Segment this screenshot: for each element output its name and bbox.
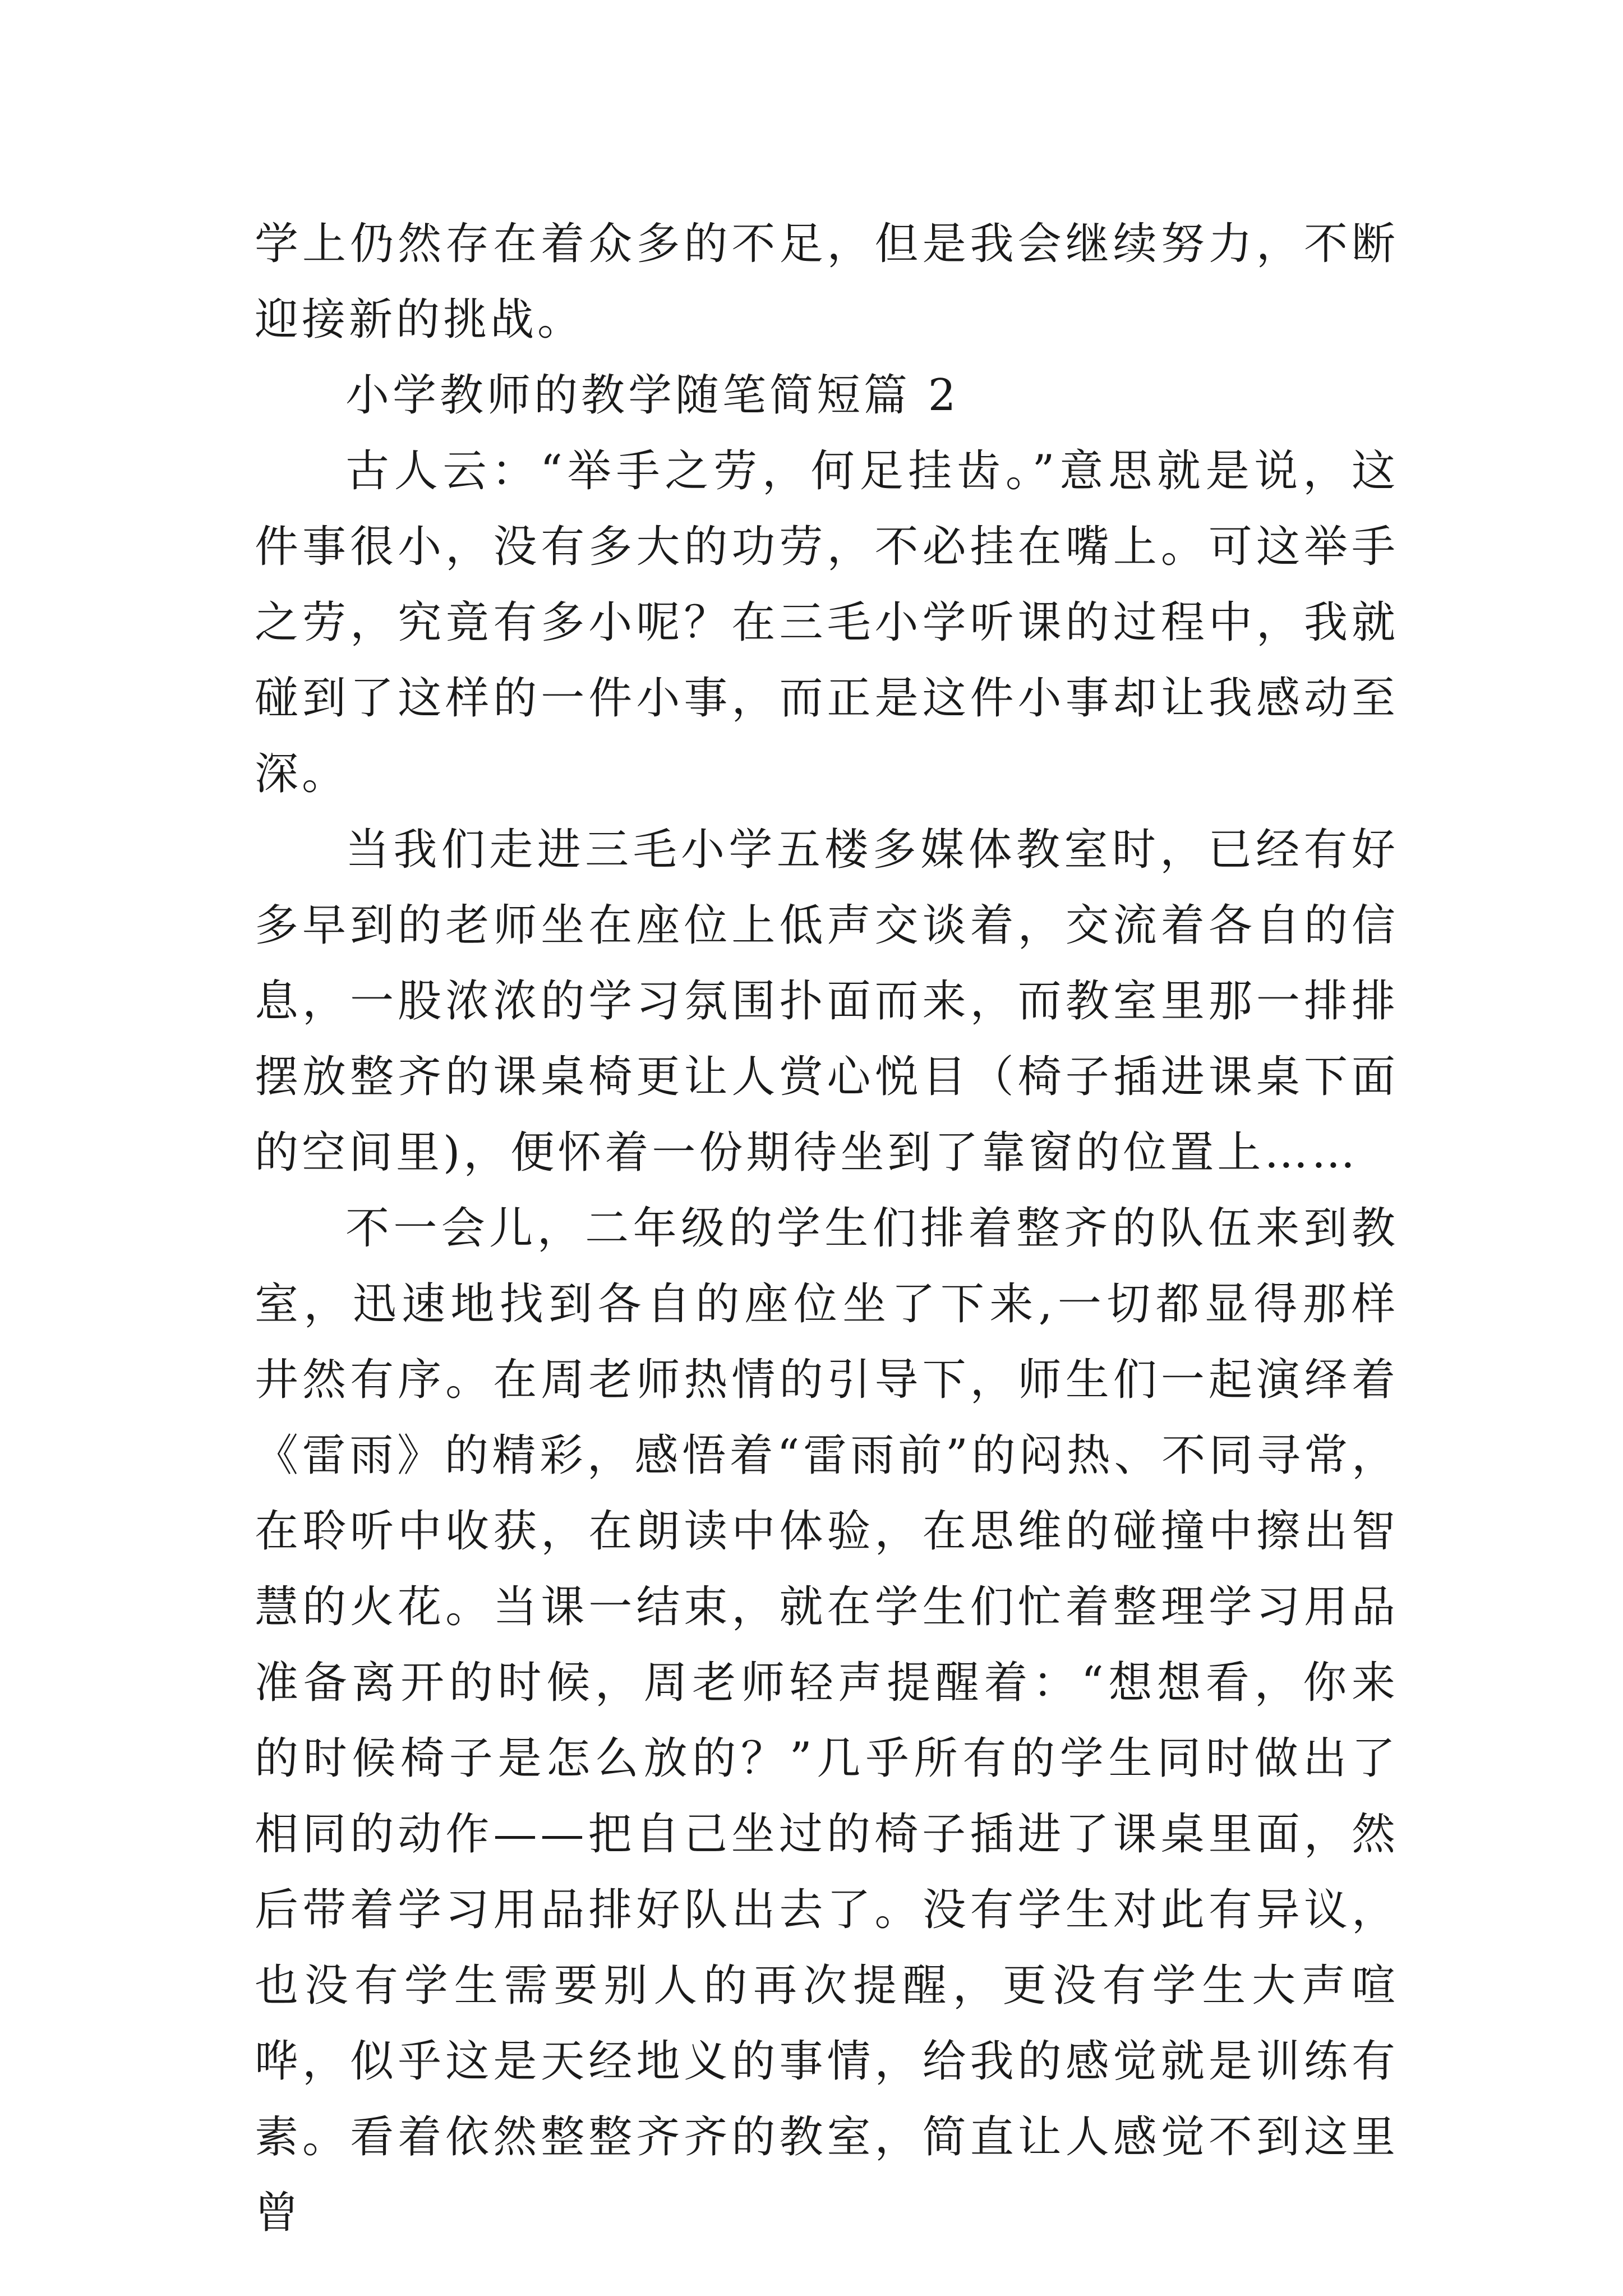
paragraph: 当我们走进三毛小学五楼多媒体教室时，已经有好多早到的老师坐在座位上低声交谈着，交流着各自的信息，一股浓浓的学习氛围扑面而来，而教室里那一排排摆放整齐的课桌椅更让人赏心悦目（椅子插进课桌下面的空间里)，便怀着一份期待坐到了靠窗的位置上…… <box>255 825 1399 1178</box>
paragraph: 古人云：“举手之劳，何足挂齿。”意思就是说，这件事很小，没有多大的功劳，不必挂在嘴上。可这举手之劳，究竟有多小呢？在三毛小学听课的过程中，我就碰到了这样的一件小事，而正是这件小事却让我感动至深。 <box>255 446 1399 799</box>
paragraph: 不一会儿，二年级的学生们排着整齐的队伍来到教室，迅速地找到各自的座位坐了下来,一切都显得那样井然有序。在周老师热情的引导下，师生们一起演绎着《雷雨》的精彩，感悟着“雷雨前”的闷热、不同寻常，在聆听中收获，在朗读中体验，在思维的碰撞中擦出智慧的火花。当课一结束，就在学生们忙着整理学习用品准备离开的时候，周老师轻声提醒着：“想想看，你来的时候椅子是怎么放的？”几乎所有的学生同时做出了相同的动作——把自己坐过的椅子插进了课桌里面，然后带着学习用品排好队出去了。没有学生对此有异议，也没有学生需要别人的再次提醒，更没有学生大声喧哗，似乎这是天经地义的事情，给我的感觉就是训练有素。看着依然整整齐齐的教室，简直让人感觉不到这里曾 <box>255 1203 1399 2238</box>
document-body <box>255 206 1399 2251</box>
paragraph-continuation: 学上仍然存在着众多的不足，但是我会继续努力，不断迎接新的挑战。 <box>255 219 1399 345</box>
section-heading: 小学教师的教学随笔简短篇 2 <box>345 370 960 421</box>
